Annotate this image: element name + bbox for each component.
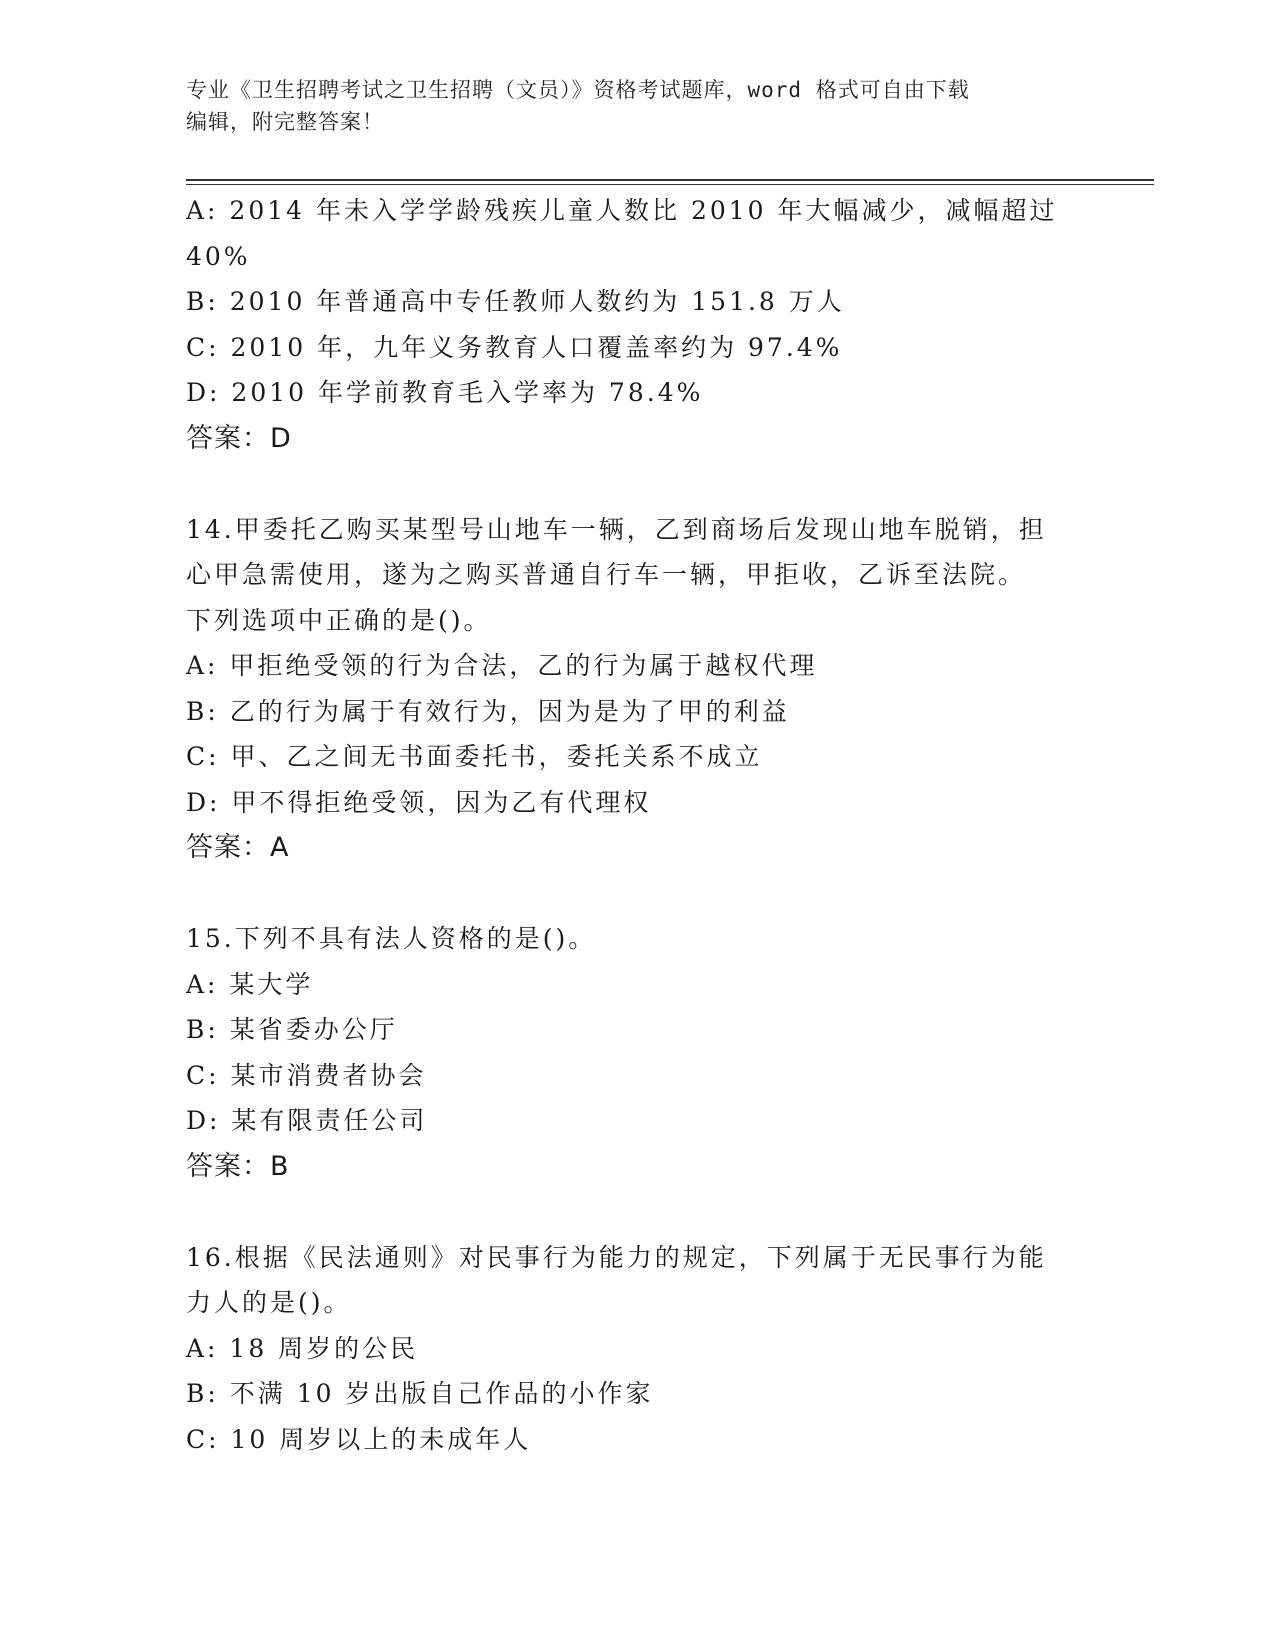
q13-option-a-line-2: 40% — [186, 241, 251, 271]
q13-option-d: D: 2010 年学前教育毛入学率为 78.4% — [186, 378, 704, 407]
question-13-block — [186, 188, 1086, 461]
header-line-2: 编辑，附完整答案！ — [186, 110, 384, 134]
question-14-block — [186, 507, 1086, 871]
q15-option-b: B: 某省委办公厅 — [186, 1015, 398, 1044]
q15-option-d: D: 某有限责任公司 — [186, 1106, 428, 1135]
q14-option-a: A: 甲拒绝受领的行为合法，乙的行为属于越权代理 — [186, 651, 818, 680]
q13-answer: 答案：D — [186, 422, 292, 454]
question-list — [186, 188, 1086, 1462]
q16-option-b: B: 不满 10 岁出版自己作品的小作家 — [186, 1379, 654, 1408]
question-16-block — [186, 1235, 1086, 1463]
document-header — [186, 74, 1066, 138]
q14-option-d: D: 甲不得拒绝受领，因为乙有代理权 — [186, 787, 652, 817]
q15-stem-line-1: 15.下列不具有法人资格的是()。 — [186, 924, 597, 953]
q16-option-a: A: 18 周岁的公民 — [186, 1333, 419, 1363]
q16-stem-line-1: 16.根据《民法通则》对民事行为能力的规定，下列属于无民事行为能 — [186, 1242, 1047, 1272]
q14-option-b: B: 乙的行为属于有效行为，因为是为了甲的利益 — [186, 696, 790, 726]
spacer — [186, 871, 1086, 917]
q14-stem-line-3: 下列选项中正确的是()。 — [186, 605, 492, 635]
q15-option-a: A: 某大学 — [186, 969, 314, 999]
q15-answer: 答案：B — [186, 1150, 290, 1182]
q14-stem-line-2: 心甲急需使用，遂为之购买普通自行车一辆，甲拒收，乙诉至法院。 — [186, 560, 1027, 589]
spacer — [186, 1189, 1086, 1235]
q13-option-c: C: 2010 年，九年义务教育人口覆盖率约为 97.4% — [186, 332, 843, 362]
q16-option-c: C: 10 周岁以上的未成年人 — [186, 1424, 532, 1454]
q15-option-c: C: 某市消费者协会 — [186, 1060, 427, 1090]
q13-option-b: B: 2010 年普通高中专任教师人数约为 151.8 万人 — [186, 287, 845, 316]
header-line-1: 专业《卫生招聘考试之卫生招聘（文员）》资格考试题库，word 格式可自由下载 — [186, 78, 970, 102]
header-divider-thick — [186, 179, 1154, 181]
q13-option-a-line-1: A: 2014 年未入学学龄残疾儿童人数比 2010 年大幅减少，减幅超过 — [186, 196, 1058, 225]
q14-option-c: C: 甲、乙之间无书面委托书，委托关系不成立 — [186, 742, 763, 771]
header-divider-thin — [186, 184, 1154, 185]
spacer — [186, 461, 1086, 507]
question-15-block — [186, 916, 1086, 1189]
q14-answer: 答案：A — [186, 832, 290, 863]
q14-stem-line-1: 14.甲委托乙购买某型号山地车一辆，乙到商场后发现山地车脱销，担 — [186, 514, 1047, 544]
q16-stem-line-2: 力人的是()。 — [186, 1288, 352, 1317]
